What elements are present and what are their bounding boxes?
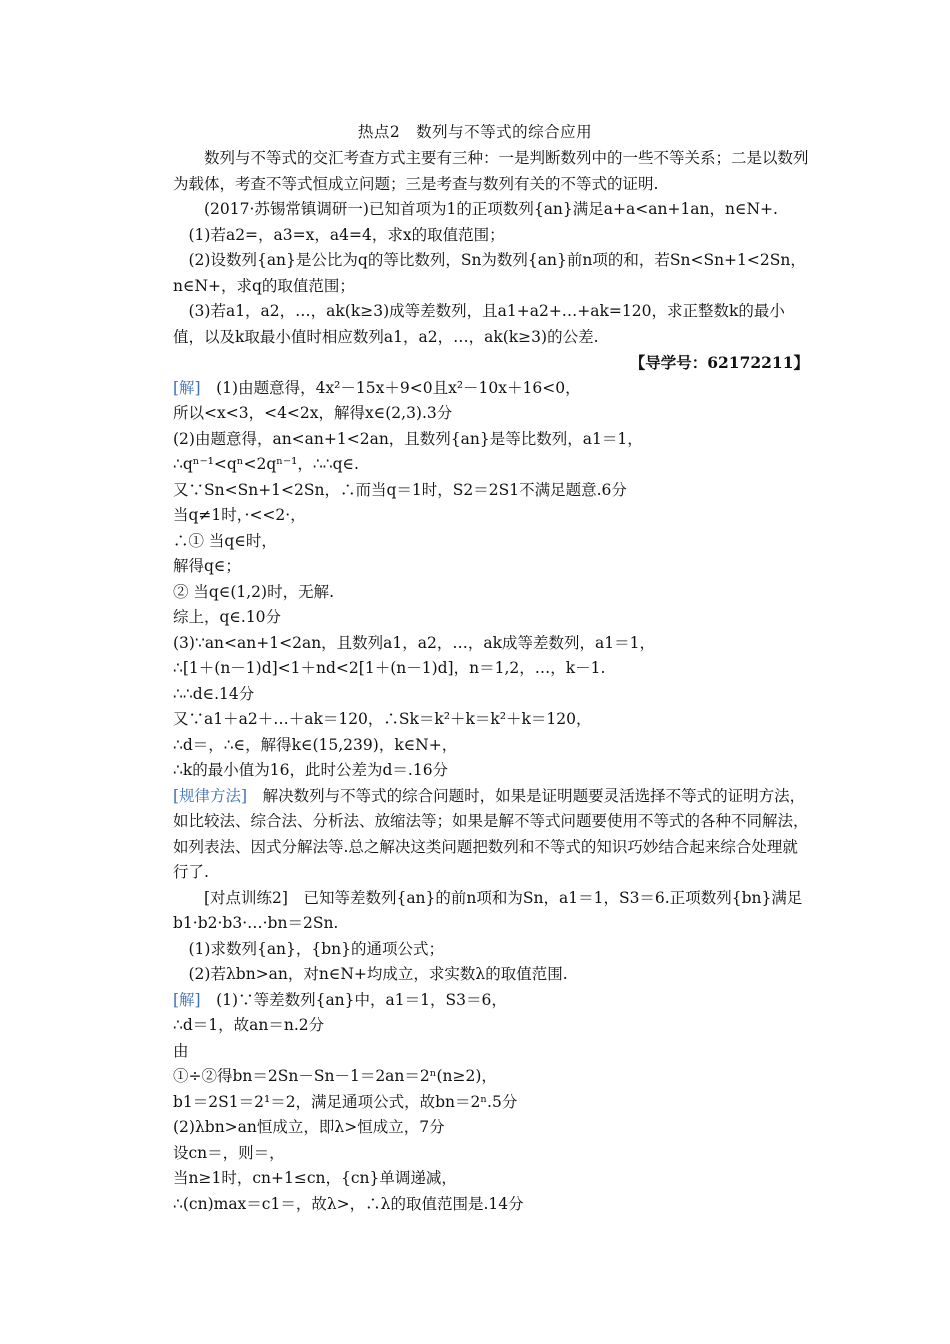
practice-question-1: (1)求数列{an}，{bn}的通项公式； <box>188 939 445 958</box>
solution-1-line: 又∵a1＋a2＋…＋ak＝120，∴Sk＝k²＋k＝k²＋k＝120， <box>173 710 592 728</box>
solution-tag: [解] <box>173 990 201 1009</box>
solution-2-line: ∴d＝1，故an＝n.2分 <box>173 1016 325 1034</box>
solution-1-line: ② 当q∈(1,2)时，无解. <box>173 582 334 601</box>
solution-1-line: 又∵Sn<Sn+1<2Sn，∴而当q＝1时，S2＝2S1不满足题意.6分 <box>173 480 627 499</box>
solution-2-line: ∴(cn)max＝c1＝，故λ>，∴λ的取值范围是.14分 <box>173 1194 524 1213</box>
example-question-1: (1)若a2=，a3=x，a4=4，求x的取值范围； <box>188 225 505 244</box>
solution-1-line: 所以<x<3，<4<2x，解得x∈(2,3).3分 <box>173 404 453 422</box>
reference-number: 【导学号：62172211】 <box>629 353 809 372</box>
solution-2-line: b1＝2S1＝2¹＝2，满足通项公式，故bn＝2ⁿ.5分 <box>173 1092 518 1111</box>
solution-tag: [解] <box>173 378 201 397</box>
solution-2-line: ①÷②得bn＝2Sn－Sn－1＝2an＝2ⁿ(n≥2)， <box>173 1067 497 1085</box>
solution-1-line: 综上，q∈.10分 <box>173 608 282 626</box>
practice-stem: [对点训练2] 已知等差数列{an}的前n项和为Sn，a1＝1，S3＝6.正项数列{bn}满足b1·b2·b3·…·bn＝2Sn. <box>173 888 803 932</box>
solution-1-first-line: [解] (1)由题意得，4x²－15x＋9<0且x²－10x＋16<0， <box>173 378 581 397</box>
solution-2-line: (2)λbn>an恒成立，即λ>恒成立，7分 <box>173 1118 445 1136</box>
solution-1-line: ∴k的最小值为16，此时公差为d＝.16分 <box>173 761 449 779</box>
document-body <box>173 146 809 1217</box>
solution-1-line: 解得q∈； <box>173 557 241 575</box>
intro-paragraph: 数列与不等式的交汇考查方式主要有三种：一是判断数列中的一些不等关系；二是以数列为载体，考查不等式恒成立问题；三是考查与数列有关的不等式的证明. <box>173 149 809 193</box>
solution-1-line: ∴qⁿ⁻¹<qⁿ<2qⁿ⁻¹，∴∴q∈. <box>173 455 359 473</box>
solution-2-line: 当n≥1时，cn+1≤cn，{cn}单调递减， <box>173 1169 457 1187</box>
method-tag: [规律方法] <box>173 786 248 805</box>
solution-1-line: ∴[1＋(n－1)d]<1＋nd<2[1＋(n－1)d]，n＝1,2，…，k－1. <box>173 659 606 677</box>
example-stem: (2017·苏锡常镇调研一)已知首项为1的正项数列{an}满足a+a<an+1an，n∈N+. <box>204 200 778 218</box>
solution-2-first-line: [解] (1)∵等差数列{an}中，a1＝1，S3＝6， <box>173 990 507 1009</box>
solution-1-line: ∴d＝，∴∈，解得k∈(15,239)，k∈N+， <box>173 735 458 754</box>
solution-1-line: ∴∴d∈.14分 <box>173 684 255 703</box>
example-question-3: (3)若a1，a2，…，ak(k≥3)成等差数列，且a1+a2+…+ak=120，求正整数k的最小值，以及k取最小值时相应数列a1，a2，…，ak(k≥3)的公差. <box>173 302 785 346</box>
section-title: 热点2 数列与不等式的综合应用 <box>357 123 593 141</box>
practice-question-2: (2)若λbn>an，对n∈N+均成立，求实数λ的取值范围. <box>188 965 568 983</box>
method-paragraph: [规律方法] 解决数列与不等式的综合问题时，如果是证明题要灵活选择不等式的证明方法，如比较法、综合法、分析法、放缩法等；如果是解不等式问题要使用不等式的各种不同解法，如列表法、因式分解法等.总之解决这类问题把数列和不等式的知识巧妙结合起来综合处理就行了. <box>173 786 809 881</box>
example-question-2: (2)设数列{an}是公比为q的等比数列，Sn为数列{an}前n项的和，若Sn<Sn+1<2Sn，n∈N+，求q的取值范围； <box>173 251 806 295</box>
solution-1-line: ∴① 当q∈时， <box>173 531 277 550</box>
solution-1-line: (2)由题意得，an<an+1<2an，且数列{an}是等比数列，a1＝1， <box>173 429 643 448</box>
solution-1-line: (3)∵an<an+1<2an，且数列a1，a2，…，ak成等差数列，a1＝1， <box>173 633 655 652</box>
solution-2-line: 设cn＝，则＝， <box>173 1143 285 1162</box>
solution-2-line: 由 <box>173 1041 189 1060</box>
solution-1-line: 当q≠1时，·<<2·， <box>173 506 306 524</box>
